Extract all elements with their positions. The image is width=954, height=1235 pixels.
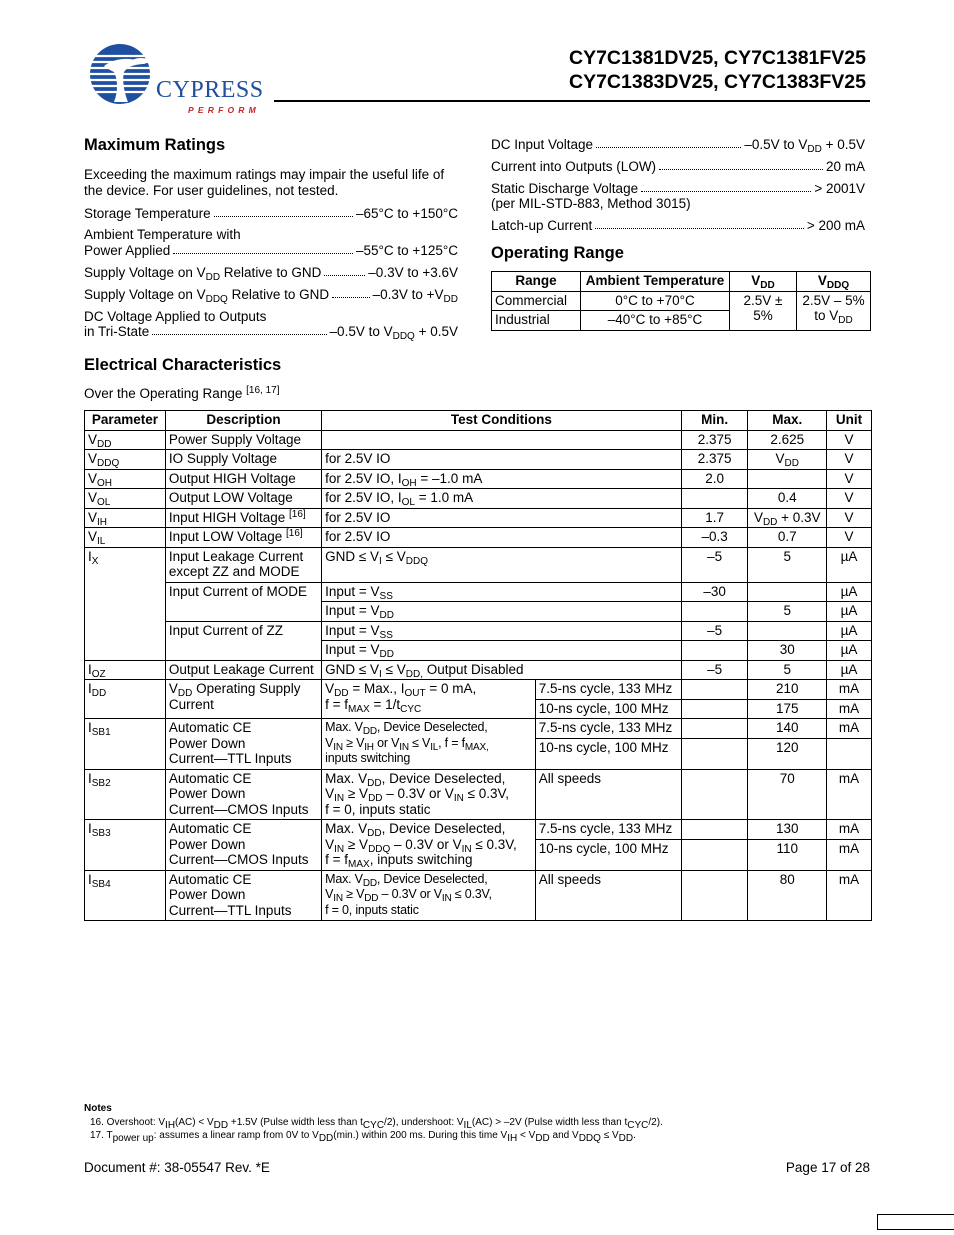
or-industrial-temp: –40°C to +85°C (581, 311, 730, 331)
or-header-temp: Ambient Temperature (581, 272, 730, 292)
table-row: $I_{SB4}$ Automatic CE Power Down Current—TTL Inputs Max. $V_{DD}$, Device Deselected, $V_{IN} \ge V_{DD} - 0.3V$ or $V_{IN} \le 0.3V$, f = 0, inputs static All speeds 80 mA (85, 870, 872, 921)
or-vddq-value: 2.5V – 5% to $V_{DD}$ (797, 291, 871, 330)
or-commercial: Commercial (492, 291, 581, 311)
or-commercial-temp: 0°C to +70°C (581, 291, 730, 311)
table-row: Input = $V_{DD}$ 30 µA (85, 641, 872, 661)
dc-out-line1: DC Voltage Applied to Outputs (84, 309, 267, 324)
or-header-range: Range (492, 272, 581, 292)
table-row: Input Current of MODE Input = $V_{SS}$ –30 µA (85, 582, 872, 602)
notes (84, 1102, 884, 1143)
storage-temp-label: Storage Temperature (84, 206, 211, 221)
ec-header-description: Description (165, 411, 321, 431)
table-row: $I_{DD}$ $V_{DD}$ Operating Supply Current $V_{DD}$ = Max., $I_{OUT} = 0$ mA, $f = f_{MAX} = 1/t_{CYC}$ 7.5-ns cycle, 133 MHz 210 mA (85, 680, 872, 700)
or-vdd-value: 2.5V ± 5% (730, 291, 797, 330)
ec-header-conditions: Test Conditions (322, 411, 682, 431)
electrical-table (84, 410, 872, 921)
table-row: $V_{IH}$ Input HIGH Voltage [16] for 2.5V IO 1.7 $V_{DD} + 0.3V$ V (85, 508, 872, 528)
or-header-vddq: $V_{DDQ}$ (797, 272, 871, 292)
table-row: Input Current of ZZ Input = $V_{SS}$ –5 µA (85, 621, 872, 641)
note-16: 16. Overshoot: $V_{IH}(AC) < V_{DD} +1.5V$ (Pulse width less than $t_{CYC}/2$), undershoot: $V_{IL}(AC) > -2V$ (Pulse width less than $t_{CYC}/2$). (90, 1116, 663, 1131)
table-row: $V_{IL}$ Input LOW Voltage [16] for 2.5V IO –0.3 0.7 V (85, 528, 872, 548)
feedback-box (877, 1214, 954, 1230)
electrical-heading: Electrical Characteristics (84, 356, 282, 374)
current-outputs-row: Current into Outputs (LOW) 20 mA (491, 159, 865, 174)
ambient-temp-value: –55°C to +125°C (356, 243, 458, 258)
table-row: $I_{OZ}$ Output Leakage Current GND ≤ $V_I \le V_{DD,}$ Output Disabled –5 5 µA (85, 660, 872, 680)
table-row: $I_{SB1}$ Automatic CE Power Down Current—TTL Inputs Max. $V_{DD}$, Device Deselected, $V_{IN} \ge V_{IH}$ or $V_{IN} \le V_{IL}$, $f = f_{MAX,}$ inputs switching 7.5-ns cycle, 133 MHz 140 mA (85, 719, 872, 739)
table-row: $V_{DDQ}$ IO Supply Voltage for 2.5V IO 2.375 $V_{DD}$ V (85, 450, 872, 470)
ec-header-min: Min. (681, 411, 748, 431)
notes-title: Notes (84, 1103, 112, 1114)
ambient-temp-label: Power Applied (84, 243, 171, 258)
table-row: $I_{SB3}$ Automatic CE Power Down Current—CMOS Inputs Max. $V_{DD}$, Device Deselected, $V_{IN} \ge V_{DDQ} - 0.3V$ or $V_{IN} \le 0.3V$, $f = f_{MAX}$, inputs switching 7.5-ns cycle, 133 MHz 130 mA (85, 820, 872, 840)
or-industrial: Industrial (492, 311, 581, 331)
vdd-supply-row: Supply Voltage on $V_{DD}$ Relative to GND –0.3V to +3.6V (84, 265, 458, 283)
latch-up-row: Latch-up Current > 200 mA (491, 218, 865, 233)
table-row: $I_X$ Input Leakage Current except ZZ and MODE GND ≤ $V_I \le V_{DDQ}$ –5 5 µA (85, 547, 872, 582)
logo-tagline: PERFORM (188, 105, 260, 115)
header-rule (274, 100, 870, 102)
table-row: 10-ns cycle, 100 MHz 110 mA (85, 839, 872, 870)
note-17: 17. $T_{power up}$: assumes a linear ramp from 0V to $V_{DD}(\min.)$ within 200 ms. During this time $V_{IH} < V_{DD}$ and $V_{DDQ} \le V_{DD}$. (90, 1130, 636, 1144)
vddq-supply-row: Supply Voltage on $V_{DDQ}$ Relative to GND –0.3V to $+V_{DD}$ (84, 287, 458, 305)
table-row: 10-ns cycle, 100 MHz 120 (85, 738, 872, 769)
operating-range-heading: Operating Range (491, 244, 624, 262)
dc-out-row: in Tri-State –0.5V to $V_{DDQ} + 0.5V$ (84, 324, 458, 342)
table-row: $I_{SB2}$ Automatic CE Power Down Current—CMOS Inputs Max. $V_{DD}$, Device Deselected, $V_{IN} \ge V_{DD} - 0.3V$ or $V_{IN} \le 0.3V$, f = 0, inputs static All speeds 70 mA (85, 769, 872, 820)
ec-header-parameter: Parameter (85, 411, 166, 431)
max-ratings-heading: Maximum Ratings (84, 136, 226, 154)
table-row: 10-ns cycle, 100 MHz 175 mA (85, 699, 872, 719)
electrical-subheading: Over the Operating Range [16, 17] (84, 385, 280, 401)
footer (84, 1160, 870, 1175)
ambient-temp-line1: Ambient Temperature with (84, 227, 241, 242)
or-header-vdd: $V_{DD}$ (730, 272, 797, 292)
title-line-2: CY7C1383DV25, CY7C1383FV25 (568, 71, 866, 93)
document-number: Document #: 38-05547 Rev. *E (84, 1160, 270, 1175)
ambient-temp-row (84, 243, 458, 258)
logo-wordmark: CYPRESS (156, 77, 264, 103)
ec-header-max: Max. (748, 411, 827, 431)
static-discharge-row: Static Discharge Voltage > 2001V (491, 181, 865, 196)
operating-range-table (491, 271, 871, 331)
vdd-supply-value: –0.3V to +3.6V (368, 265, 458, 280)
dc-input-row: DC Input Voltage –0.5V to $V_{DD} + 0.5V$ (491, 137, 865, 155)
table-row: Input = $V_{DD}$ 5 µA (85, 602, 872, 622)
static-discharge-method: (per MIL-STD-883, Method 3015) (491, 196, 691, 211)
ec-header-unit: Unit (827, 411, 872, 431)
page-number: Page 17 of 28 (785, 1160, 870, 1175)
storage-temp-value: –65°C to +150°C (356, 206, 458, 221)
document-title (569, 46, 866, 94)
cypress-logo (84, 44, 268, 120)
table-row: $V_{OH}$ Output HIGH Voltage for 2.5V IO, $I_{OH} = -1.0$ mA 2.0 V (85, 469, 872, 489)
table-row: $V_{DD}$ Power Supply Voltage 2.375 2.625 V (85, 430, 872, 450)
max-ratings-intro: Exceeding the maximum ratings may impair the useful life of the device. For user guidelines, not tested. (84, 167, 445, 198)
storage-temp-row (84, 206, 458, 221)
title-line-1: CY7C1381DV25, CY7C1381FV25 (568, 47, 866, 69)
table-row: $V_{OL}$ Output LOW Voltage for 2.5V IO, $I_{OL} = 1.0$ mA 0.4 V (85, 489, 872, 509)
